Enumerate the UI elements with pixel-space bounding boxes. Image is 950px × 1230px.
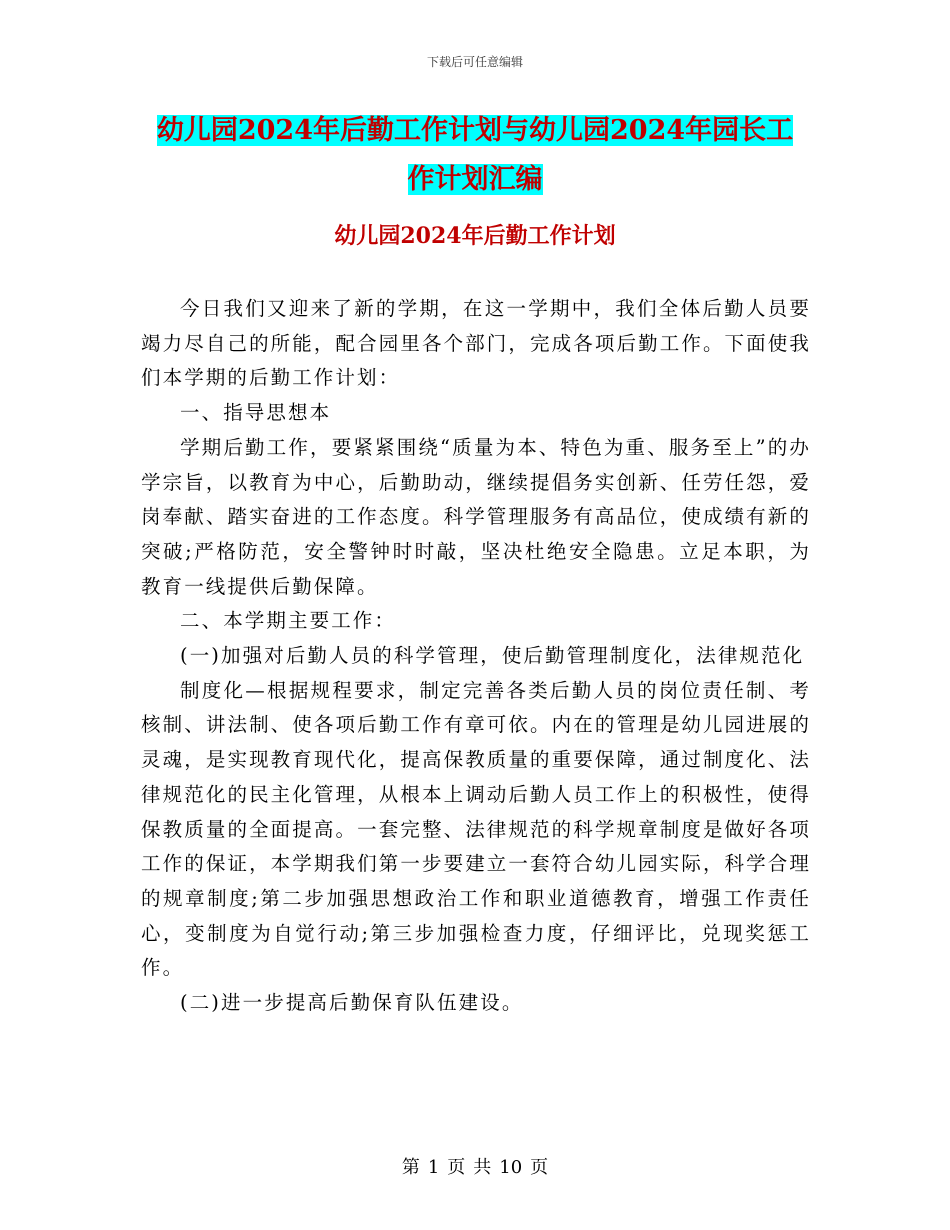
paragraph-guiding-idea: 学期后勤工作，要紧紧围绕“质量为本、特色为重、服务至上”的办学宗旨，以教育为中心，后勤助动，继续提倡务实创新、任劳任怨，爱岗奉献、踏实奋进的工作态度。科学管理服务有高品位，使成绩有新的突破;严格防范，安全警钟时时敲，坚决杜绝安全隐患。立足本职，为教育一线提供后勤保障。 (141, 435, 811, 598)
document-title (150, 106, 800, 204)
document-body (141, 292, 811, 1021)
paragraph-subheading-2: (二)进一步提高后勤保育队伍建设。 (180, 991, 524, 1015)
paragraph-subheading-1: (一)加强对后勤人员的科学管理，使后勤管理制度化，法律规范化 (180, 644, 805, 668)
page-header-note: 下载后可任意编辑 (426, 55, 523, 69)
footer-total-pages: 10 (499, 1157, 523, 1178)
document-title-line-2: 作计划汇编 (407, 164, 543, 195)
document-title-line-1: 幼儿园2024年后勤工作计划与幼儿园2024年园长工 (156, 115, 794, 146)
paragraph-heading-guiding-idea: 一、指导思想本 (180, 401, 332, 425)
footer-prefix: 第 (401, 1157, 420, 1178)
page-footer (0, 1153, 950, 1179)
footer-page-number: 1 (427, 1157, 440, 1178)
footer-suffix: 页 (530, 1157, 549, 1178)
paragraph-institutionalization: 制度化—根据规程要求，制定完善各类后勤人员的岗位责任制、考核制、讲法制、使各项后勤工作有章可依。内在的管理是幼儿园进展的灵魂，是实现教育现代化，提高保教质量的重要保障，通过制度化、法律规范化的民主化管理，从根本上调动后勤人员工作上的积极性，使得保教质量的全面提高。一套完整、法律规范的科学规章制度是做好各项工作的保证，本学期我们第一步要建立一套符合幼儿园实际，科学合理的规章制度;第二步加强思想政治工作和职业道德教育，增强工作责任心，变制度为自觉行动;第三步加强检查力度，仔细评比，兑现奖惩工作。 (141, 678, 811, 980)
paragraph-intro: 今日我们又迎来了新的学期，在这一学期中，我们全体后勤人员要竭力尽自己的所能，配合园里各个部门，完成各项后勤工作。下面使我们本学期的后勤工作计划： (141, 297, 811, 390)
footer-total-label: 共 (473, 1157, 492, 1178)
paragraph-heading-main-work: 二、本学期主要工作： (180, 609, 397, 633)
section-title: 幼儿园2024年后勤工作计划 (334, 223, 616, 249)
footer-page-word: 页 (447, 1157, 466, 1178)
